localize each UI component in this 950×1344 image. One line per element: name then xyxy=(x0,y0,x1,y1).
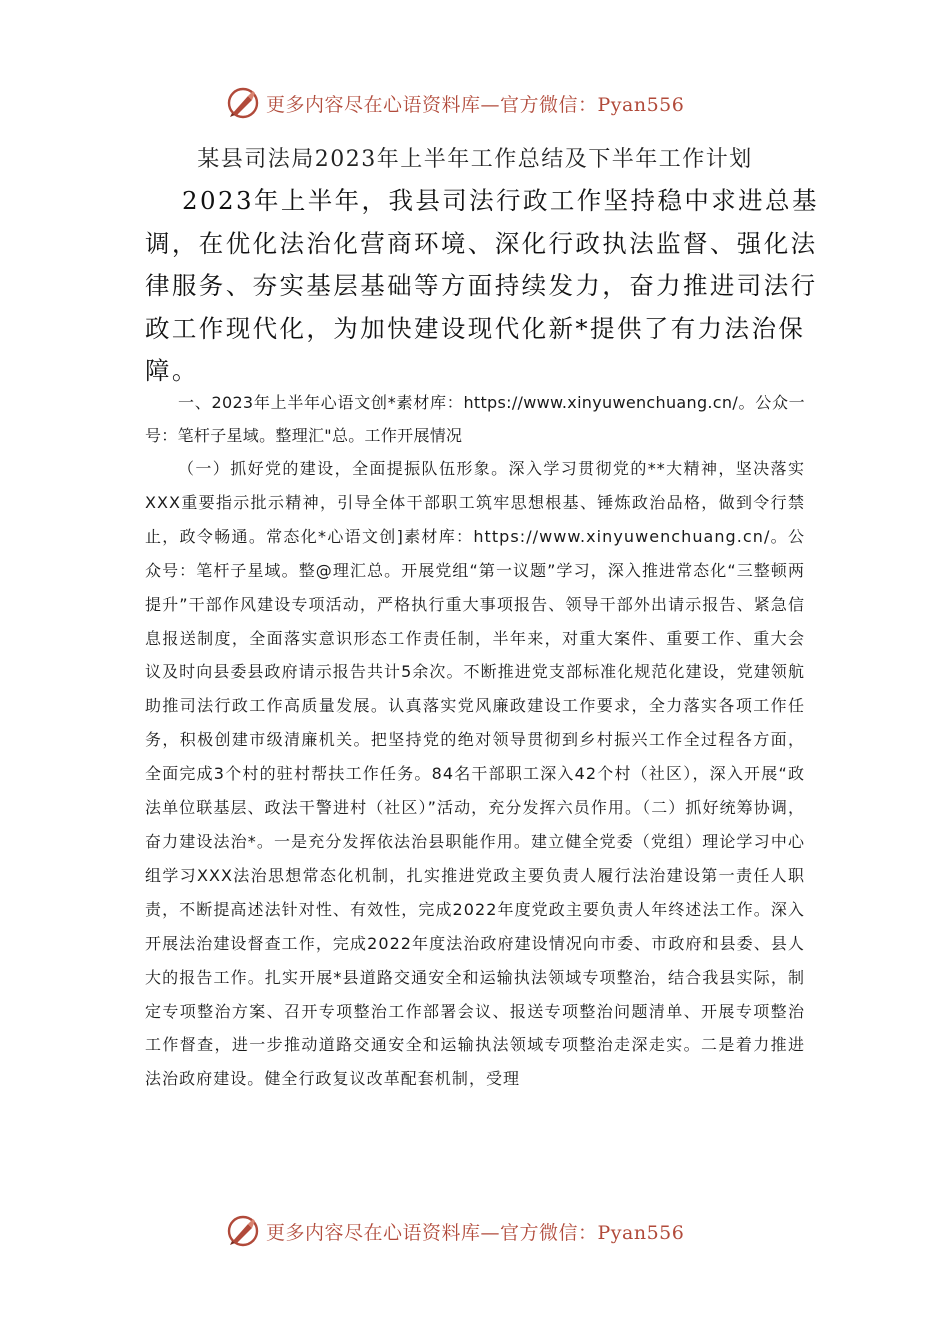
watermark-banner-bottom xyxy=(0,1208,950,1254)
section-heading: 一、2023年上半年心语文创*素材库：https://www.xinyuwenchuang.cn/。公众一号：笔杆子星域。整理汇"总。工作开展情况 xyxy=(145,393,805,445)
lead-paragraph: 2023年上半年，我县司法行政工作坚持稳中求进总基调，在优化法治化营商环境、深化行政执法监督、强化法律服务、夯实基层基础等方面持续发力，奋力推进司法行政工作现代化，为加快建设现代化新*提供了有力法治保障。 xyxy=(145,186,819,385)
document-title: 某县司法局2023年上半年工作总结及下半年工作计划 xyxy=(197,147,753,172)
watermark-text: 更多内容尽在心语资料库—官方微信：Pyan556 xyxy=(266,93,685,116)
pen-logo-icon xyxy=(226,86,260,120)
watermark-text: 更多内容尽在心语资料库—官方微信：Pyan556 xyxy=(266,1221,685,1244)
watermark-banner-top xyxy=(0,80,950,126)
pen-logo-icon xyxy=(226,1214,260,1248)
body-paragraph: （一）抓好党的建设，全面提振队伍形象。深入学习贯彻党的**大精神，坚决落实XXX重要指示批示精神，引导全体干部职工筑牢思想根基、锤炼政治品格，做到令行禁止，政令畅通。常态化*心语文创]素材库：https://www.xinyuwenchuang.cn/。公众号：笔杆子星域。整@理汇总。开展党组“第一议题”学习，深入推进常态化“三整顿两提升”干部作风建设专项活动，严格执行重大事项报告、领导干部外出请示报告、紧急信息报送制度，全面落实意识形态工作责任制，半年来，对重大案件、重要工作、重大会议及时向县委县政府请示报告共计5余次。不断推进党支部标准化规范化建设，党建领航助推司法行政工作高质量发展。认真落实党风廉政建设工作要求，全力落实各项工作任务，积极创建市级清廉机关。把坚持党的绝对领导贯彻到乡村振兴工作全过程各方面，全面完成3个村的驻村帮扶工作任务。84名干部职工深入42个村（社区），深入开展“政法单位联基层、政法干警进村（社区）”活动，充分发挥六员作用。（二）抓好统筹协调，奋力建设法治*。一是充分发挥依法治县职能作用。建立健全党委（党组）理论学习中心组学习XXX法治思想常态化机制，扎实推进党政主要负责人履行法治建设第一责任人职责，不断提高述法针对性、有效性，完成2022年度党政主要负责人年终述法工作。深入开展法治建设督查工作，完成2022年度法治政府建设情况向市委、市政府和县委、县人大的报告工作。扎实开展*县道路交通安全和运输执法领域专项整治，结合我县实际，制定专项整治方案、召开专项整治工作部署会议、报送专项整治问题清单、开展专项整治工作督查，进一步推动道路交通安全和运输执法领域专项整治走深走实。二是着力推进法治政府建设。健全行政复议改革配套机制，受理 xyxy=(145,459,805,1089)
